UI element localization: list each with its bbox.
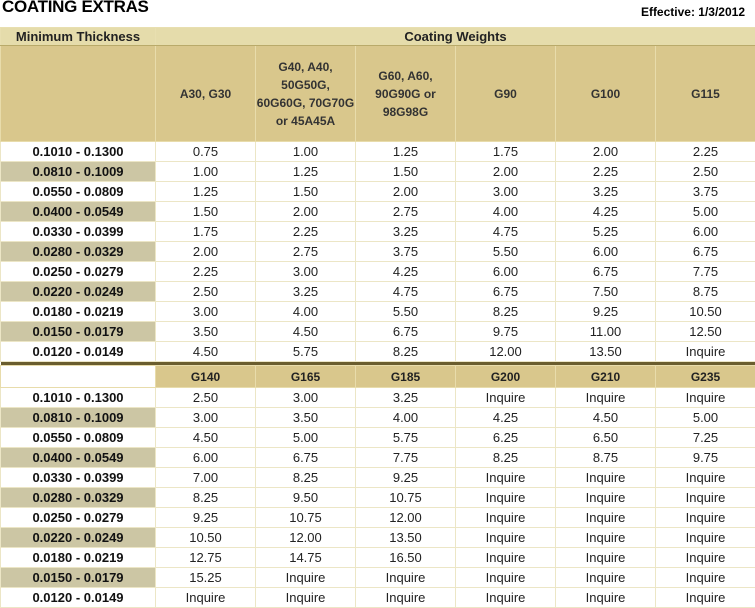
thickness-cell: 0.0330 - 0.0399 bbox=[1, 468, 156, 488]
value-cell: 7.00 bbox=[156, 468, 256, 488]
column-header: G140 bbox=[156, 366, 256, 388]
table-row bbox=[1, 282, 755, 302]
table-row bbox=[1, 342, 755, 362]
coating-weights-header: Coating Weights bbox=[156, 28, 755, 46]
table-row bbox=[1, 508, 755, 528]
thickness-cell: 0.0180 - 0.0219 bbox=[1, 302, 156, 322]
value-cell: 2.25 bbox=[256, 222, 356, 242]
table-row bbox=[1, 548, 755, 568]
value-cell: 6.75 bbox=[656, 242, 755, 262]
value-cell: 5.50 bbox=[356, 302, 456, 322]
value-cell: 2.50 bbox=[656, 162, 755, 182]
column-header: A30, G30 bbox=[156, 46, 256, 142]
value-cell: 2.00 bbox=[456, 162, 556, 182]
column-header: G165 bbox=[256, 366, 356, 388]
value-cell: 1.50 bbox=[256, 182, 356, 202]
value-cell: 5.75 bbox=[256, 342, 356, 362]
value-cell: 8.75 bbox=[556, 448, 656, 468]
thickness-cell: 0.0180 - 0.0219 bbox=[1, 548, 156, 568]
value-cell: 3.25 bbox=[556, 182, 656, 202]
value-cell: 3.25 bbox=[356, 388, 456, 408]
value-cell: 1.00 bbox=[156, 162, 256, 182]
table-row bbox=[1, 468, 755, 488]
value-cell: 7.75 bbox=[356, 448, 456, 468]
table-row bbox=[1, 528, 755, 548]
value-cell: 2.00 bbox=[156, 242, 256, 262]
value-cell: 4.00 bbox=[256, 302, 356, 322]
value-cell: 8.25 bbox=[256, 468, 356, 488]
value-cell: 2.25 bbox=[656, 142, 755, 162]
value-cell: 7.25 bbox=[656, 428, 755, 448]
value-cell: 12.00 bbox=[356, 508, 456, 528]
thickness-cell: 0.0150 - 0.0179 bbox=[1, 322, 156, 342]
thickness-cell: 0.1010 - 0.1300 bbox=[1, 388, 156, 408]
value-cell: 2.00 bbox=[556, 142, 656, 162]
table-row bbox=[1, 222, 755, 242]
value-cell: 6.00 bbox=[156, 448, 256, 468]
thickness-header-blank bbox=[1, 46, 156, 142]
value-cell: 6.00 bbox=[556, 242, 656, 262]
value-cell: 0.75 bbox=[156, 142, 256, 162]
min-thickness-header: Minimum Thickness bbox=[1, 28, 156, 46]
thickness-cell: 0.0810 - 0.1009 bbox=[1, 162, 156, 182]
value-cell: 15.25 bbox=[156, 568, 256, 588]
value-cell: 3.25 bbox=[356, 222, 456, 242]
value-cell: 1.25 bbox=[256, 162, 356, 182]
thickness-cell: 0.0400 - 0.0549 bbox=[1, 202, 156, 222]
table-row bbox=[1, 388, 755, 408]
column-header: G100 bbox=[556, 46, 656, 142]
value-cell: 3.75 bbox=[356, 242, 456, 262]
value-cell: 6.75 bbox=[556, 262, 656, 282]
value-cell: 3.00 bbox=[456, 182, 556, 202]
value-cell: Inquire bbox=[356, 568, 456, 588]
value-cell: 14.75 bbox=[256, 548, 356, 568]
thickness-cell: 0.0280 - 0.0329 bbox=[1, 242, 156, 262]
table-row bbox=[1, 182, 755, 202]
section2-thickness-blank bbox=[1, 366, 156, 388]
value-cell: 2.50 bbox=[156, 388, 256, 408]
value-cell: Inquire bbox=[556, 468, 656, 488]
value-cell: 3.00 bbox=[256, 262, 356, 282]
value-cell: 3.25 bbox=[256, 282, 356, 302]
value-cell: 4.25 bbox=[556, 202, 656, 222]
value-cell: 3.00 bbox=[156, 408, 256, 428]
value-cell: 8.25 bbox=[156, 488, 256, 508]
table-row bbox=[1, 322, 755, 342]
thickness-cell: 0.0120 - 0.0149 bbox=[1, 588, 156, 608]
value-cell: 4.50 bbox=[256, 322, 356, 342]
value-cell: 5.00 bbox=[256, 428, 356, 448]
value-cell: 3.50 bbox=[156, 322, 256, 342]
value-cell: Inquire bbox=[656, 568, 755, 588]
value-cell: Inquire bbox=[456, 528, 556, 548]
value-cell: 4.50 bbox=[156, 342, 256, 362]
value-cell: Inquire bbox=[256, 588, 356, 608]
value-cell: 13.50 bbox=[356, 528, 456, 548]
value-cell: Inquire bbox=[656, 468, 755, 488]
value-cell: 8.25 bbox=[456, 448, 556, 468]
table-row bbox=[1, 568, 755, 588]
value-cell: Inquire bbox=[656, 342, 755, 362]
value-cell: 2.75 bbox=[256, 242, 356, 262]
value-cell: 2.25 bbox=[156, 262, 256, 282]
section1-column-headers bbox=[1, 46, 755, 142]
column-header: G210 bbox=[556, 366, 656, 388]
thickness-cell: 0.1010 - 0.1300 bbox=[1, 142, 156, 162]
value-cell: Inquire bbox=[456, 488, 556, 508]
value-cell: 9.75 bbox=[656, 448, 755, 468]
value-cell: 10.50 bbox=[156, 528, 256, 548]
value-cell: 16.50 bbox=[356, 548, 456, 568]
value-cell: Inquire bbox=[656, 508, 755, 528]
column-header: G90 bbox=[456, 46, 556, 142]
value-cell: 13.50 bbox=[556, 342, 656, 362]
table-row bbox=[1, 408, 755, 428]
value-cell: 3.00 bbox=[156, 302, 256, 322]
section2-body bbox=[1, 388, 755, 608]
thickness-cell: 0.0220 - 0.0249 bbox=[1, 282, 156, 302]
table-row bbox=[1, 142, 755, 162]
effective-date: Effective: 1/3/2012 bbox=[641, 5, 745, 19]
value-cell: 6.50 bbox=[556, 428, 656, 448]
section2-column-headers bbox=[1, 366, 755, 388]
thickness-cell: 0.0810 - 0.1009 bbox=[1, 408, 156, 428]
thickness-cell: 0.0250 - 0.0279 bbox=[1, 508, 156, 528]
value-cell: Inquire bbox=[656, 388, 755, 408]
table-row bbox=[1, 302, 755, 322]
value-cell: Inquire bbox=[556, 548, 656, 568]
section1-body bbox=[1, 142, 755, 362]
thickness-cell: 0.0120 - 0.0149 bbox=[1, 342, 156, 362]
table-row bbox=[1, 448, 755, 468]
value-cell: Inquire bbox=[156, 588, 256, 608]
value-cell: 7.50 bbox=[556, 282, 656, 302]
value-cell: 4.75 bbox=[356, 282, 456, 302]
value-cell: 6.75 bbox=[456, 282, 556, 302]
value-cell: 3.50 bbox=[256, 408, 356, 428]
value-cell: 2.50 bbox=[156, 282, 256, 302]
column-header: G185 bbox=[356, 366, 456, 388]
value-cell: Inquire bbox=[456, 388, 556, 408]
thickness-cell: 0.0330 - 0.0399 bbox=[1, 222, 156, 242]
value-cell: 1.25 bbox=[156, 182, 256, 202]
value-cell: 5.00 bbox=[656, 408, 755, 428]
value-cell: 7.75 bbox=[656, 262, 755, 282]
value-cell: Inquire bbox=[656, 548, 755, 568]
value-cell: 12.00 bbox=[256, 528, 356, 548]
value-cell: 10.50 bbox=[656, 302, 755, 322]
value-cell: 3.75 bbox=[656, 182, 755, 202]
value-cell: Inquire bbox=[356, 588, 456, 608]
value-cell: 9.50 bbox=[256, 488, 356, 508]
value-cell: 9.75 bbox=[456, 322, 556, 342]
page-title: COATING EXTRAS bbox=[2, 0, 149, 17]
thickness-cell: 0.0150 - 0.0179 bbox=[1, 568, 156, 588]
thickness-cell: 0.0550 - 0.0809 bbox=[1, 428, 156, 448]
value-cell: 9.25 bbox=[156, 508, 256, 528]
table-row bbox=[1, 262, 755, 282]
value-cell: Inquire bbox=[256, 568, 356, 588]
value-cell: Inquire bbox=[456, 588, 556, 608]
table-row bbox=[1, 242, 755, 262]
top-bar bbox=[0, 0, 755, 27]
value-cell: 2.00 bbox=[356, 182, 456, 202]
value-cell: 5.25 bbox=[556, 222, 656, 242]
value-cell: 8.25 bbox=[456, 302, 556, 322]
value-cell: 6.75 bbox=[256, 448, 356, 468]
thickness-cell: 0.0250 - 0.0279 bbox=[1, 262, 156, 282]
value-cell: 9.25 bbox=[556, 302, 656, 322]
value-cell: 4.25 bbox=[456, 408, 556, 428]
thickness-cell: 0.0550 - 0.0809 bbox=[1, 182, 156, 202]
value-cell: Inquire bbox=[456, 468, 556, 488]
value-cell: 10.75 bbox=[256, 508, 356, 528]
value-cell: 6.00 bbox=[456, 262, 556, 282]
value-cell: 5.50 bbox=[456, 242, 556, 262]
column-header: G60, A60, 90G90G or 98G98G bbox=[356, 46, 456, 142]
value-cell: Inquire bbox=[556, 528, 656, 548]
value-cell: 12.50 bbox=[656, 322, 755, 342]
value-cell: 4.75 bbox=[456, 222, 556, 242]
value-cell: 1.75 bbox=[456, 142, 556, 162]
value-cell: 4.00 bbox=[456, 202, 556, 222]
column-header: G115 bbox=[656, 46, 755, 142]
table-row bbox=[1, 162, 755, 182]
value-cell: Inquire bbox=[656, 488, 755, 508]
value-cell: 3.00 bbox=[256, 388, 356, 408]
value-cell: 8.25 bbox=[356, 342, 456, 362]
value-cell: 2.25 bbox=[556, 162, 656, 182]
value-cell: 6.00 bbox=[656, 222, 755, 242]
value-cell: 1.75 bbox=[156, 222, 256, 242]
value-cell: 2.00 bbox=[256, 202, 356, 222]
value-cell: 5.00 bbox=[656, 202, 755, 222]
value-cell: 2.75 bbox=[356, 202, 456, 222]
table-row bbox=[1, 202, 755, 222]
value-cell: Inquire bbox=[556, 488, 656, 508]
value-cell: 12.75 bbox=[156, 548, 256, 568]
thickness-cell: 0.0280 - 0.0329 bbox=[1, 488, 156, 508]
value-cell: 1.50 bbox=[156, 202, 256, 222]
value-cell: 4.50 bbox=[156, 428, 256, 448]
column-header: G235 bbox=[656, 366, 755, 388]
thickness-cell: 0.0400 - 0.0549 bbox=[1, 448, 156, 468]
value-cell: 10.75 bbox=[356, 488, 456, 508]
value-cell: Inquire bbox=[656, 588, 755, 608]
column-header: G40, A40, 50G50G, 60G60G, 70G70G or 45A45A bbox=[256, 46, 356, 142]
value-cell: 1.00 bbox=[256, 142, 356, 162]
value-cell: Inquire bbox=[656, 528, 755, 548]
value-cell: Inquire bbox=[556, 388, 656, 408]
coating-extras-table bbox=[0, 27, 755, 608]
thickness-cell: 0.0220 - 0.0249 bbox=[1, 528, 156, 548]
value-cell: 9.25 bbox=[356, 468, 456, 488]
value-cell: Inquire bbox=[556, 508, 656, 528]
value-cell: 1.25 bbox=[356, 142, 456, 162]
value-cell: 8.75 bbox=[656, 282, 755, 302]
value-cell: Inquire bbox=[556, 588, 656, 608]
value-cell: 12.00 bbox=[456, 342, 556, 362]
value-cell: Inquire bbox=[456, 548, 556, 568]
value-cell: Inquire bbox=[456, 508, 556, 528]
value-cell: 4.25 bbox=[356, 262, 456, 282]
value-cell: 4.00 bbox=[356, 408, 456, 428]
table-row bbox=[1, 488, 755, 508]
value-cell: 4.50 bbox=[556, 408, 656, 428]
value-cell: 11.00 bbox=[556, 322, 656, 342]
value-cell: Inquire bbox=[456, 568, 556, 588]
value-cell: 6.75 bbox=[356, 322, 456, 342]
value-cell: 1.50 bbox=[356, 162, 456, 182]
value-cell: 6.25 bbox=[456, 428, 556, 448]
table-row bbox=[1, 428, 755, 448]
value-cell: 5.75 bbox=[356, 428, 456, 448]
value-cell: Inquire bbox=[556, 568, 656, 588]
column-header: G200 bbox=[456, 366, 556, 388]
